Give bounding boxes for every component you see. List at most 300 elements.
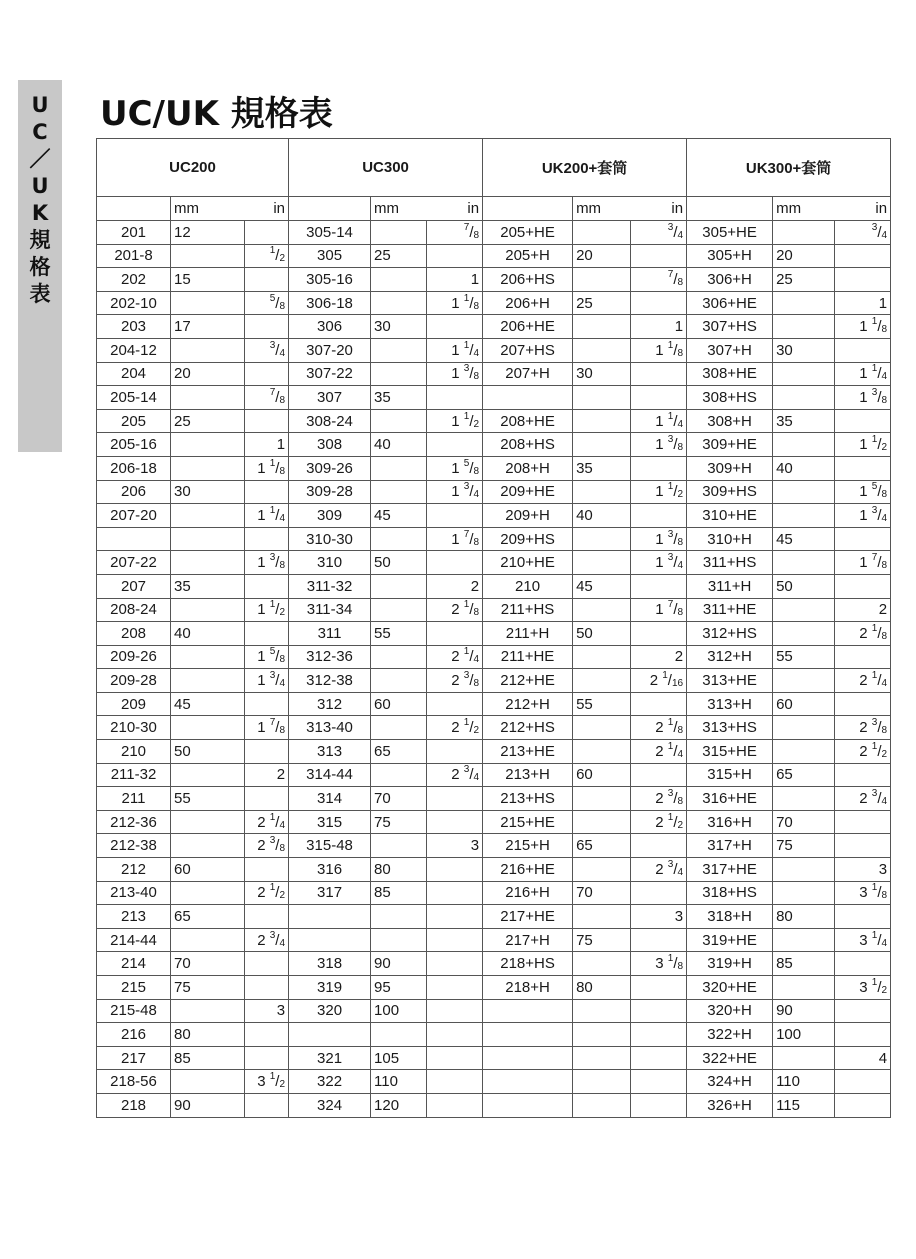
bearing-code-cell xyxy=(483,1093,573,1117)
table-row xyxy=(97,999,891,1023)
bore-inch-cell: 2 $^3/_8$ xyxy=(631,787,687,811)
bore-mm-cell: 95 xyxy=(371,976,427,1000)
bore-inch-cell xyxy=(835,692,891,716)
bearing-code-cell: 211+H xyxy=(483,622,573,646)
table-row xyxy=(97,1023,891,1047)
bearing-code-cell: 320+H xyxy=(687,999,773,1023)
bore-mm-cell xyxy=(573,268,631,292)
bore-inch-cell: 1 $^1/_8$ xyxy=(631,338,687,362)
table-row xyxy=(97,338,891,362)
unit-code-blank xyxy=(289,197,371,221)
bore-mm-cell xyxy=(371,905,427,929)
bore-inch-cell: 3 $^1/_2$ xyxy=(245,1070,289,1094)
table-row xyxy=(97,905,891,929)
bore-mm-cell xyxy=(773,315,835,339)
bearing-code-cell: 309-26 xyxy=(289,456,371,480)
bore-inch-cell: 1 $^3/_8$ xyxy=(427,362,483,386)
bearing-code-cell: 317+HE xyxy=(687,858,773,882)
bore-inch-cell: 1 $^1/_2$ xyxy=(427,409,483,433)
bore-mm-cell xyxy=(371,928,427,952)
bore-inch-cell: 2 $^3/_8$ xyxy=(427,669,483,693)
bearing-code-cell: 201 xyxy=(97,221,171,245)
bearing-code-cell: 316 xyxy=(289,858,371,882)
side-tab-char: C xyxy=(32,120,48,144)
bore-mm-cell: 75 xyxy=(171,976,245,1000)
bore-inch-cell: 1 $^3/_4$ xyxy=(245,669,289,693)
bore-inch-cell xyxy=(427,1070,483,1094)
bore-mm-cell: 25 xyxy=(573,291,631,315)
bore-mm-cell: 50 xyxy=(773,574,835,598)
bore-inch-cell xyxy=(835,999,891,1023)
bore-mm-cell xyxy=(773,928,835,952)
bore-inch-cell xyxy=(835,905,891,929)
bore-inch-cell: 1 $^7/_8$ xyxy=(245,716,289,740)
bearing-code-cell: 213+HE xyxy=(483,740,573,764)
bearing-code-cell: 212+HS xyxy=(483,716,573,740)
bearing-code-cell: 211+HE xyxy=(483,645,573,669)
table-row xyxy=(97,645,891,669)
bore-mm-cell: 115 xyxy=(773,1093,835,1117)
bearing-code-cell: 208+H xyxy=(483,456,573,480)
bore-inch-cell: $^1/_2$ xyxy=(245,244,289,268)
bore-mm-cell xyxy=(773,740,835,764)
bore-inch-cell xyxy=(631,763,687,787)
bearing-code-cell: 212-38 xyxy=(97,834,171,858)
bore-inch-cell: 3 xyxy=(427,834,483,858)
bore-mm-cell: 110 xyxy=(773,1070,835,1094)
bore-mm-cell xyxy=(371,338,427,362)
bearing-code-cell: 313+HS xyxy=(687,716,773,740)
bore-mm-cell xyxy=(573,527,631,551)
unit-mm-label: mm xyxy=(374,200,400,217)
bore-inch-cell xyxy=(245,409,289,433)
bore-mm-cell xyxy=(573,952,631,976)
bearing-code-cell: 212 xyxy=(97,858,171,882)
bearing-code-cell: 205+H xyxy=(483,244,573,268)
bore-mm-cell xyxy=(171,456,245,480)
bearing-code-cell: 316+HE xyxy=(687,787,773,811)
bore-mm-cell: 12 xyxy=(171,221,245,245)
bearing-code-cell: 312-38 xyxy=(289,669,371,693)
bearing-code-cell: 210 xyxy=(97,740,171,764)
bearing-code-cell: 204-12 xyxy=(97,338,171,362)
bore-mm-cell: 30 xyxy=(773,338,835,362)
bore-mm-cell xyxy=(371,409,427,433)
bore-inch-cell: 2 $^1/_2$ xyxy=(245,881,289,905)
bore-inch-cell xyxy=(427,858,483,882)
bore-mm-cell: 65 xyxy=(171,905,245,929)
table-row xyxy=(97,456,891,480)
bore-mm-cell xyxy=(171,338,245,362)
bore-mm-cell xyxy=(773,1046,835,1070)
bearing-code-cell: 306-18 xyxy=(289,291,371,315)
bore-inch-cell xyxy=(245,622,289,646)
bore-inch-cell xyxy=(427,905,483,929)
bore-inch-cell: 1 $^3/_4$ xyxy=(835,504,891,528)
unit-in-label: in xyxy=(875,200,888,217)
bore-mm-cell: 80 xyxy=(371,858,427,882)
bore-inch-cell: 1 $^3/_4$ xyxy=(631,551,687,575)
bearing-code-cell: 312-36 xyxy=(289,645,371,669)
bore-inch-cell xyxy=(245,362,289,386)
bore-mm-cell: 75 xyxy=(573,928,631,952)
table-row xyxy=(97,881,891,905)
bore-inch-cell xyxy=(835,338,891,362)
bore-mm-cell xyxy=(171,598,245,622)
bore-mm-cell: 90 xyxy=(773,999,835,1023)
bearing-code-cell: 201-8 xyxy=(97,244,171,268)
bearing-code-cell xyxy=(483,999,573,1023)
bearing-code-cell: 217+H xyxy=(483,928,573,952)
bore-mm-cell xyxy=(171,881,245,905)
bore-inch-cell: 1 $^1/_4$ xyxy=(631,409,687,433)
bearing-code-cell: 305+HE xyxy=(687,221,773,245)
bearing-code-cell: 306+H xyxy=(687,268,773,292)
bore-inch-cell xyxy=(631,386,687,410)
spec-table-body xyxy=(97,221,891,1118)
bearing-code-cell: 313+HE xyxy=(687,669,773,693)
bore-mm-cell: 30 xyxy=(371,315,427,339)
bearing-code-cell xyxy=(97,527,171,551)
bore-inch-cell xyxy=(427,999,483,1023)
bore-mm-cell xyxy=(573,551,631,575)
bearing-code-cell: 306 xyxy=(289,315,371,339)
bore-mm-cell xyxy=(573,1046,631,1070)
unit-header-row xyxy=(97,197,891,221)
bore-mm-cell xyxy=(773,881,835,905)
table-row xyxy=(97,244,891,268)
bore-inch-cell xyxy=(835,1070,891,1094)
bore-mm-cell xyxy=(773,386,835,410)
bearing-code-cell: 211 xyxy=(97,787,171,811)
bearing-code-cell: 319 xyxy=(289,976,371,1000)
bore-inch-cell xyxy=(245,952,289,976)
bore-inch-cell: 1 $^5/_8$ xyxy=(245,645,289,669)
unit-in-label: in xyxy=(671,200,684,217)
bore-inch-cell xyxy=(631,692,687,716)
bearing-code-cell: 206-18 xyxy=(97,456,171,480)
bore-mm-cell: 80 xyxy=(773,905,835,929)
bore-mm-cell: 20 xyxy=(573,244,631,268)
bearing-code-cell xyxy=(483,1046,573,1070)
bore-inch-cell xyxy=(245,787,289,811)
bore-inch-cell xyxy=(835,268,891,292)
bearing-code-cell: 312 xyxy=(289,692,371,716)
bearing-code-cell: 318 xyxy=(289,952,371,976)
bore-inch-cell xyxy=(835,834,891,858)
bearing-code-cell: 307+HS xyxy=(687,315,773,339)
bore-mm-cell xyxy=(371,645,427,669)
bearing-code-cell: 309-28 xyxy=(289,480,371,504)
bearing-code-cell: 311 xyxy=(289,622,371,646)
bore-mm-cell xyxy=(371,221,427,245)
bore-mm-cell: 20 xyxy=(171,362,245,386)
bore-inch-cell xyxy=(835,1023,891,1047)
bore-inch-cell xyxy=(631,1023,687,1047)
bore-mm-cell: 80 xyxy=(573,976,631,1000)
bearing-code-cell: 207-22 xyxy=(97,551,171,575)
bore-inch-cell xyxy=(245,221,289,245)
bore-inch-cell: 1 xyxy=(631,315,687,339)
unit-code-blank xyxy=(687,197,773,221)
bearing-code-cell: 208-24 xyxy=(97,598,171,622)
table-row xyxy=(97,527,891,551)
bore-mm-cell: 15 xyxy=(171,268,245,292)
bearing-code-cell: 210+HE xyxy=(483,551,573,575)
bore-inch-cell: 2 xyxy=(427,574,483,598)
bore-inch-cell xyxy=(631,574,687,598)
unit-header xyxy=(573,197,687,221)
bore-inch-cell: $^3/_4$ xyxy=(245,338,289,362)
bearing-code-cell: 202-10 xyxy=(97,291,171,315)
bore-inch-cell xyxy=(631,1070,687,1094)
bearing-code-cell: 311+HE xyxy=(687,598,773,622)
bore-mm-cell: 35 xyxy=(573,456,631,480)
bore-inch-cell: 2 $^3/_4$ xyxy=(245,928,289,952)
bearing-code-cell: 315-48 xyxy=(289,834,371,858)
bearing-code-cell: 310+HE xyxy=(687,504,773,528)
bore-mm-cell: 100 xyxy=(773,1023,835,1047)
unit-mm-label: mm xyxy=(776,200,802,217)
bore-inch-cell: 1 xyxy=(245,433,289,457)
bore-inch-cell: 2 $^1/_{16}$ xyxy=(631,669,687,693)
bore-mm-cell xyxy=(171,834,245,858)
bearing-code-cell: 305-16 xyxy=(289,268,371,292)
bore-inch-cell xyxy=(631,244,687,268)
bore-inch-cell xyxy=(427,810,483,834)
bearing-code-cell: 210 xyxy=(483,574,573,598)
bore-mm-cell: 55 xyxy=(573,692,631,716)
bore-mm-cell xyxy=(371,574,427,598)
table-row xyxy=(97,598,891,622)
bore-inch-cell: 1 $^1/_4$ xyxy=(835,362,891,386)
bore-mm-cell xyxy=(773,669,835,693)
bore-inch-cell: 4 xyxy=(835,1046,891,1070)
bearing-code-cell: 309+HS xyxy=(687,480,773,504)
bore-mm-cell xyxy=(573,669,631,693)
bearing-code-cell: 307+H xyxy=(687,338,773,362)
bearing-code-cell: 310 xyxy=(289,551,371,575)
bore-mm-cell xyxy=(573,338,631,362)
bore-mm-cell xyxy=(573,787,631,811)
bore-mm-cell xyxy=(773,858,835,882)
bore-mm-cell xyxy=(573,221,631,245)
bore-inch-cell: 3 $^1/_8$ xyxy=(631,952,687,976)
bore-mm-cell xyxy=(573,315,631,339)
bearing-code-cell: 212+HE xyxy=(483,669,573,693)
page-title: UC/UK 規格表 xyxy=(100,94,333,134)
bearing-code-cell: 203 xyxy=(97,315,171,339)
bore-mm-cell xyxy=(171,504,245,528)
bore-mm-cell xyxy=(773,362,835,386)
bearing-code-cell: 318+H xyxy=(687,905,773,929)
bearing-code-cell: 215-48 xyxy=(97,999,171,1023)
unit-mm-label: mm xyxy=(576,200,602,217)
bore-mm-cell: 25 xyxy=(773,268,835,292)
bore-mm-cell xyxy=(171,810,245,834)
side-tab-char: U xyxy=(31,174,49,198)
bore-mm-cell xyxy=(371,834,427,858)
bore-mm-cell xyxy=(773,551,835,575)
bore-mm-cell xyxy=(371,268,427,292)
bore-inch-cell xyxy=(245,858,289,882)
bearing-code-cell: 314 xyxy=(289,787,371,811)
bearing-code-cell: 209-26 xyxy=(97,645,171,669)
bore-inch-cell xyxy=(427,692,483,716)
bearing-code-cell: 207-20 xyxy=(97,504,171,528)
bore-mm-cell: 85 xyxy=(171,1046,245,1070)
bore-inch-cell xyxy=(835,574,891,598)
bearing-code-cell: 211+HS xyxy=(483,598,573,622)
side-tab-char: U xyxy=(31,93,49,117)
bearing-code-cell: 305+H xyxy=(687,244,773,268)
bearing-code-cell: 314-44 xyxy=(289,763,371,787)
bearing-code-cell: 320 xyxy=(289,999,371,1023)
bore-mm-cell xyxy=(573,740,631,764)
bore-inch-cell xyxy=(245,740,289,764)
bore-mm-cell xyxy=(573,409,631,433)
bearing-code-cell: 322+H xyxy=(687,1023,773,1047)
bore-mm-cell: 105 xyxy=(371,1046,427,1070)
bearing-code-cell: 213+H xyxy=(483,763,573,787)
bore-inch-cell xyxy=(835,244,891,268)
bearing-code-cell: 313-40 xyxy=(289,716,371,740)
bore-inch-cell: 1 $^1/_2$ xyxy=(245,598,289,622)
bearing-code-cell: 209+HS xyxy=(483,527,573,551)
bore-mm-cell: 17 xyxy=(171,315,245,339)
bearing-code-cell: 204 xyxy=(97,362,171,386)
bearing-code-cell: 318+HS xyxy=(687,881,773,905)
bore-inch-cell: 1 $^5/_8$ xyxy=(427,456,483,480)
bore-inch-cell xyxy=(245,1093,289,1117)
table-row xyxy=(97,858,891,882)
bearing-code-cell: 210-30 xyxy=(97,716,171,740)
bore-inch-cell: 1 $^1/_8$ xyxy=(245,456,289,480)
bore-mm-cell xyxy=(371,763,427,787)
bearing-code-cell: 324 xyxy=(289,1093,371,1117)
bore-inch-cell xyxy=(427,622,483,646)
bearing-code-cell: 207 xyxy=(97,574,171,598)
bore-inch-cell: 2 $^1/_2$ xyxy=(631,810,687,834)
bearing-code-cell: 306+HE xyxy=(687,291,773,315)
bore-mm-cell xyxy=(773,622,835,646)
bore-mm-cell xyxy=(171,669,245,693)
bore-inch-cell: 2 $^1/_2$ xyxy=(835,740,891,764)
table-row xyxy=(97,740,891,764)
spec-table xyxy=(96,138,891,1118)
bore-mm-cell xyxy=(171,928,245,952)
bore-mm-cell: 40 xyxy=(573,504,631,528)
table-row xyxy=(97,291,891,315)
bore-inch-cell xyxy=(245,1023,289,1047)
bearing-code-cell: 312+HS xyxy=(687,622,773,646)
bearing-code-cell: 313+H xyxy=(687,692,773,716)
bearing-code-cell: 214-44 xyxy=(97,928,171,952)
bore-inch-cell: 2 xyxy=(631,645,687,669)
bore-mm-cell xyxy=(773,221,835,245)
bore-inch-cell xyxy=(427,1093,483,1117)
bearing-code-cell: 308 xyxy=(289,433,371,457)
bearing-code-cell: 311-34 xyxy=(289,598,371,622)
unit-mm-label: mm xyxy=(174,200,199,217)
bearing-code-cell xyxy=(289,905,371,929)
table-row xyxy=(97,362,891,386)
bore-mm-cell: 35 xyxy=(171,574,245,598)
bearing-code-cell: 218 xyxy=(97,1093,171,1117)
bearing-code-cell: 307 xyxy=(289,386,371,410)
bearing-code-cell: 311+HS xyxy=(687,551,773,575)
bearing-code-cell: 215+HE xyxy=(483,810,573,834)
table-row xyxy=(97,976,891,1000)
bearing-code-cell: 322 xyxy=(289,1070,371,1094)
table-row xyxy=(97,315,891,339)
bearing-code-cell: 208 xyxy=(97,622,171,646)
bore-mm-cell xyxy=(171,551,245,575)
bearing-code-cell: 312+H xyxy=(687,645,773,669)
table-row xyxy=(97,1046,891,1070)
bore-mm-cell: 90 xyxy=(171,1093,245,1117)
bore-mm-cell xyxy=(171,763,245,787)
bore-mm-cell xyxy=(171,386,245,410)
bore-mm-cell: 55 xyxy=(773,645,835,669)
bore-inch-cell xyxy=(835,527,891,551)
bearing-code-cell: 319+HE xyxy=(687,928,773,952)
bearing-code-cell: 207+HS xyxy=(483,338,573,362)
bore-inch-cell xyxy=(631,881,687,905)
table-row xyxy=(97,692,891,716)
bore-inch-cell: 1 $^3/_8$ xyxy=(835,386,891,410)
bearing-code-cell: 213-40 xyxy=(97,881,171,905)
bore-mm-cell xyxy=(573,810,631,834)
bore-inch-cell xyxy=(245,480,289,504)
bearing-code-cell: 202 xyxy=(97,268,171,292)
bore-mm-cell xyxy=(171,999,245,1023)
table-row xyxy=(97,386,891,410)
bore-inch-cell: 2 $^3/_8$ xyxy=(245,834,289,858)
bore-inch-cell xyxy=(631,976,687,1000)
bearing-code-cell: 218+H xyxy=(483,976,573,1000)
bore-mm-cell xyxy=(171,645,245,669)
table-row xyxy=(97,952,891,976)
bore-inch-cell xyxy=(427,504,483,528)
bore-mm-cell: 70 xyxy=(773,810,835,834)
bearing-code-cell: 208+HE xyxy=(483,409,573,433)
bore-inch-cell: 1 $^5/_8$ xyxy=(835,480,891,504)
bore-inch-cell xyxy=(835,810,891,834)
bearing-code-cell: 209+HE xyxy=(483,480,573,504)
bearing-code-cell: 215+H xyxy=(483,834,573,858)
bore-inch-cell xyxy=(427,952,483,976)
bore-inch-cell xyxy=(427,787,483,811)
bore-inch-cell xyxy=(427,1046,483,1070)
bearing-code-cell: 217+HE xyxy=(483,905,573,929)
bearing-code-cell: 209-28 xyxy=(97,669,171,693)
bearing-code-cell: 308+H xyxy=(687,409,773,433)
bore-mm-cell xyxy=(573,480,631,504)
bearing-code-cell: 310-30 xyxy=(289,527,371,551)
bore-inch-cell xyxy=(245,1046,289,1070)
unit-code-blank xyxy=(97,197,171,221)
bearing-code-cell: 311-32 xyxy=(289,574,371,598)
bearing-code-cell: 309+HE xyxy=(687,433,773,457)
bearing-code-cell: 209 xyxy=(97,692,171,716)
table-row xyxy=(97,763,891,787)
bore-inch-cell: 1 $^3/_4$ xyxy=(427,480,483,504)
bore-inch-cell: 2 xyxy=(245,763,289,787)
bore-mm-cell: 35 xyxy=(773,409,835,433)
bearing-code-cell: 308-24 xyxy=(289,409,371,433)
table-row xyxy=(97,834,891,858)
